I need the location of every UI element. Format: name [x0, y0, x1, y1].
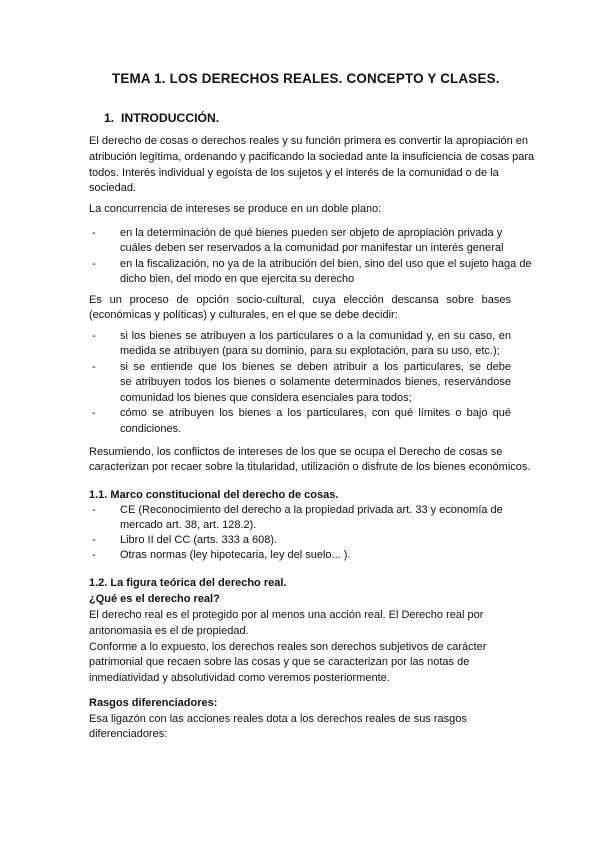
list-item-line: cuáles deben ser reservados a la comunidad por manifestar un interés general [120, 242, 504, 254]
subsection-heading: Rasgos diferenciadores: [89, 697, 218, 709]
paragraph-line: todos. Interés individual y egoísta de los sujetos y el interés de la comunidad o de la [89, 167, 499, 179]
paragraph-line: Es un proceso de opción socio-cultural, cuya elección descansa sobre bases [89, 294, 511, 306]
list-item-line: en la determinación de qué bienes pueden ser objeto de apropiación privada y [120, 227, 503, 239]
bullet-dash: - [92, 227, 96, 239]
bullet-dash: - [92, 330, 96, 342]
bullet-dash: - [92, 361, 96, 373]
list-item-line: si se entiende que los bienes se deben atribuir a los particulares, se debe [120, 361, 511, 373]
paragraph-line: caracterizan por recaer sobre la titularidad, utilización o disfrute de los bienes económicos. [89, 461, 531, 473]
question-heading: ¿Qué es el derecho real? [89, 593, 220, 605]
paragraph-line: inmediatividad y absolutividad como veremos posteriormente. [89, 672, 390, 684]
list-item-line: en la fiscalización, no ya de la atribución del bien, sino del uso que el sujeto haga de [120, 258, 532, 270]
bullet-dash: - [92, 258, 96, 270]
bullet-dash: - [92, 534, 96, 546]
section-heading: INTRODUCCIÓN. [121, 111, 220, 125]
section-number: 1. [104, 111, 115, 125]
subsection-heading: 1.1. Marco constitucional del derecho de cosas. [89, 489, 339, 501]
paragraph-line: Conforme a lo expuesto, los derechos reales son derechos subjetivos de carácter [89, 641, 487, 653]
paragraph-line: diferenciadores: [89, 728, 168, 740]
list-item-line: Otras normas (ley hipotecaria, ley del suelo... ). [120, 549, 351, 561]
list-item-line: se atribuyen todos los bienes o solamente determinados bienes, reservándose [120, 376, 511, 388]
paragraph-line: El derecho real es el protegido por al menos una acción real. El Derecho real por [89, 609, 484, 621]
paragraph-line: El derecho de cosas o derechos reales y su función primera es convertir la apropiación en [89, 135, 529, 147]
list-item-line: si los bienes se atribuyen a los particulares o a la comunidad y, en su caso, en [120, 330, 511, 342]
paragraph-line: (económicas y políticas) y culturales, en el que se debe decidir: [89, 309, 398, 321]
bullet-dash: - [92, 549, 96, 561]
paragraph-line: atribución legítima, ordenando y pacificando la sociedad ante la insuficiencia de cosas para [89, 151, 535, 163]
paragraph-line: patrimonial que recaen sobre las cosas y que se caracterizan por las notas de [89, 656, 470, 668]
paragraph-line: Esa ligazón con las acciones reales dota a los derechos reales de sus rasgos [89, 713, 467, 725]
paragraph-line: Resumiendo, los conflictos de intereses de los que se ocupa el Derecho de cosas se [89, 446, 503, 458]
paragraph-line: antonomasia es el de propiedad. [89, 625, 249, 637]
list-item-line: condiciones. [120, 423, 182, 435]
paragraph-line: sociedad. [89, 182, 137, 194]
list-item-line: CE (Reconocimiento del derecho a la propiedad privada art. 33 y economía de [120, 504, 503, 516]
bullet-dash: - [92, 504, 96, 516]
page-title: TEMA 1. LOS DERECHOS REALES. CONCEPTO Y CLASES. [112, 71, 500, 86]
paragraph-line: La concurrencia de intereses se produce en un doble plano: [89, 203, 382, 215]
bullet-dash: - [92, 407, 96, 419]
list-item-line: dicho bien, del modo en que ejercita su derecho [120, 273, 355, 285]
list-item-line: Libro II del CC (arts. 333 a 608). [120, 534, 278, 546]
list-item-line: cómo se atribuyen los bienes a los particulares, con qué límites o bajo qué [120, 407, 511, 419]
list-item-line: medida se atribuyen (para su dominio, para su explotación, para su uso, etc.); [120, 345, 500, 357]
list-item-line: comunidad los bienes que considera esenciales para todos; [120, 392, 412, 404]
list-item-line: mercado art. 38, art. 128.2). [120, 519, 257, 531]
subsection-heading: 1.2. La figura teórica del derecho real. [89, 577, 287, 589]
